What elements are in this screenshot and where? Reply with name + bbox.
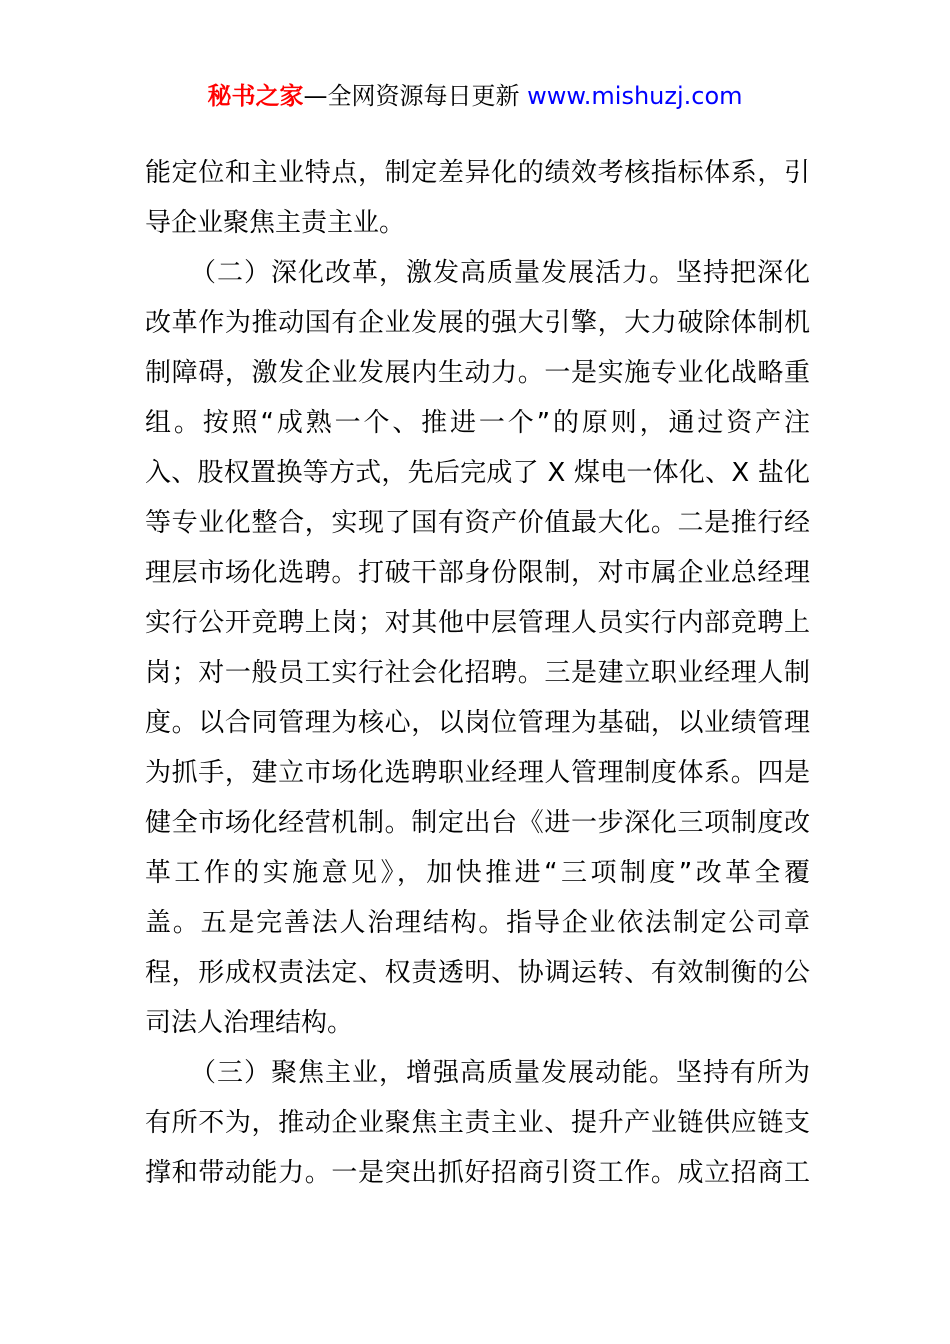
text-line: 导企业聚焦主责主业。 xyxy=(145,208,406,238)
site-url-link[interactable]: www.mishuzj.com xyxy=(527,82,743,110)
text-line: 实行公开竞聘上岗；对其他中层管理人员实行内部竞聘上 xyxy=(145,608,810,638)
text-line: 理层市场化选聘。打破干部身份限制，对市属企业总经理 xyxy=(145,558,810,588)
brand-name: 秘书之家 xyxy=(207,82,304,110)
text-line: 入、股权置换等方式，先后完成了 X 煤电一体化、X 盐化 xyxy=(145,458,810,488)
text-line: 度。以合同管理为核心，以岗位管理为基础，以业绩管理 xyxy=(145,708,810,738)
text-line: 等专业化整合，实现了国有资产价值最大化。二是推行经 xyxy=(145,508,810,538)
text-line: 健全市场化经营机制。制定出台《进一步深化三项制度改 xyxy=(145,808,810,838)
text-line: 能定位和主业特点，制定差异化的绩效考核指标体系，引 xyxy=(145,158,810,188)
text-line: 盖。五是完善法人治理结构。指导企业依法制定公司章 xyxy=(145,908,810,938)
section-heading-line: （三）聚焦主业，增强高质量发展动能。坚持有所为 xyxy=(190,1058,810,1088)
text-line: 改革作为推动国有企业发展的强大引擎，大力破除体制机 xyxy=(145,308,810,338)
text-line: 为抓手，建立市场化选聘职业经理人管理制度体系。四是 xyxy=(145,758,810,788)
section-heading-line: （二）深化改革，激发高质量发展活力。坚持把深化 xyxy=(190,258,810,288)
text-line: 制障碍，激发企业发展内生动力。一是实施专业化战略重 xyxy=(145,358,810,388)
header-tagline: —全网资源每日更新 xyxy=(303,82,520,110)
text-line: 司法人治理结构。 xyxy=(145,1008,354,1038)
document-body xyxy=(145,148,810,1198)
text-line: 组。按照“成熟一个、推进一个”的原则，通过资产注 xyxy=(145,408,810,438)
text-line: 岗；对一般员工实行社会化招聘。三是建立职业经理人制 xyxy=(145,658,810,688)
text-line: 有所不为，推动企业聚焦主责主业、提升产业链供应链支 xyxy=(145,1108,810,1138)
text-line: 撑和带动能力。一是突出抓好招商引资工作。成立招商工 xyxy=(145,1158,810,1188)
text-line: 程，形成权责法定、权责透明、协调运转、有效制衡的公 xyxy=(145,958,810,988)
text-line: 革工作的实施意见》，加快推进“三项制度”改革全覆 xyxy=(145,858,810,888)
page-header xyxy=(0,80,950,112)
